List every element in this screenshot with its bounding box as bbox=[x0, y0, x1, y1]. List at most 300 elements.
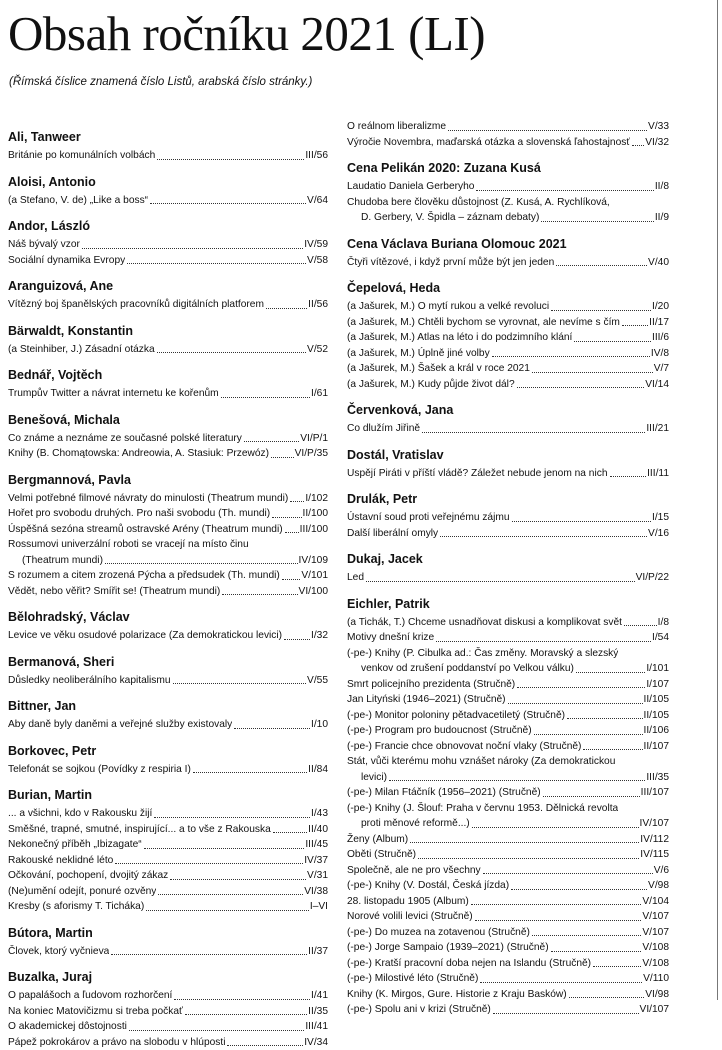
index-entry bbox=[8, 822, 328, 838]
index-entry bbox=[347, 785, 669, 801]
entry-title: Čtyři vítězové, i když první může být jen jeden bbox=[347, 255, 554, 271]
entry-reference: II/37 bbox=[308, 944, 328, 960]
entry-title: Ústavní soud proti veřejnému zájmu bbox=[347, 510, 510, 526]
entry-reference: I/10 bbox=[311, 717, 328, 733]
page-edge-rule bbox=[717, 0, 718, 1000]
entry-title: O reálnom liberalizme bbox=[347, 119, 446, 135]
dot-leader bbox=[475, 920, 642, 921]
entry-reference: IV/37 bbox=[304, 853, 328, 869]
entry-reference: II/9 bbox=[655, 210, 669, 226]
index-entry-continuation bbox=[347, 661, 669, 677]
dot-leader bbox=[512, 521, 651, 522]
entry-reference: III/100 bbox=[300, 522, 328, 538]
entry-reference: IV/109 bbox=[299, 553, 328, 569]
entry-reference: I–VI bbox=[310, 899, 328, 915]
entry-reference: IV/115 bbox=[640, 847, 669, 863]
entry-reference: VI/P/1 bbox=[300, 431, 328, 447]
entry-title: Náš bývalý vzor bbox=[8, 237, 80, 253]
author-block bbox=[8, 323, 328, 358]
entry-reference: I/15 bbox=[652, 510, 669, 526]
author-block bbox=[347, 160, 669, 226]
entry-reference: II/100 bbox=[303, 506, 329, 522]
dot-leader bbox=[144, 848, 305, 849]
dot-leader bbox=[366, 581, 635, 582]
entry-reference: V/52 bbox=[307, 342, 328, 358]
dot-leader bbox=[410, 842, 639, 843]
index-entry bbox=[347, 377, 669, 393]
entry-title: Človek, ktorý vyčnieva bbox=[8, 944, 109, 960]
entry-title: (a Jašurek, M.) Atlas na léto i do podzimního klání bbox=[347, 330, 572, 346]
author-name: Cena Václava Buriana Olomouc 2021 bbox=[347, 236, 669, 252]
entry-reference: IV/112 bbox=[640, 832, 669, 848]
author-block bbox=[8, 609, 328, 644]
entry-title: Chudoba bere člověku důstojnost (Z. Kusá, A. Rychlíková, bbox=[347, 195, 610, 211]
dot-leader bbox=[222, 594, 297, 595]
dot-leader bbox=[508, 703, 643, 704]
dot-leader bbox=[127, 263, 306, 264]
index-entry-continuation bbox=[347, 816, 669, 832]
entry-reference: VI/38 bbox=[304, 884, 328, 900]
entry-reference: II/17 bbox=[649, 315, 669, 331]
entry-title: Rakouské neklidné léto bbox=[8, 853, 113, 869]
author-block bbox=[8, 278, 328, 313]
entry-title: Laudatio Daniela Gerberyho bbox=[347, 179, 474, 195]
entry-title: Oběti (Stručně) bbox=[347, 847, 416, 863]
page-title: Obsah ročníku 2021 (LI) bbox=[8, 4, 485, 64]
dot-leader bbox=[476, 190, 653, 191]
index-entry bbox=[347, 971, 669, 987]
dot-leader bbox=[271, 457, 294, 458]
entry-reference: III/45 bbox=[305, 837, 328, 853]
index-entry bbox=[347, 195, 669, 211]
entry-title: Vítězný boj španělských pracovníků digitálních platforem bbox=[8, 297, 264, 313]
index-entry bbox=[347, 677, 669, 693]
entry-title: Co známe a neznáme ze současné polské literatury bbox=[8, 431, 242, 447]
entry-title: Trumpův Twitter a návrat internetu ke kořenům bbox=[8, 386, 219, 402]
index-entry bbox=[347, 832, 669, 848]
entry-title: (a Steinhiber, J.) Zásadní otázka bbox=[8, 342, 155, 358]
entry-title: Co dlužím Jiřině bbox=[347, 421, 420, 437]
index-entry bbox=[8, 868, 328, 884]
author-name: Ali, Tanweer bbox=[8, 129, 328, 145]
entry-reference: I/41 bbox=[311, 988, 328, 1004]
dot-leader bbox=[532, 935, 641, 936]
index-entry-continuation bbox=[347, 210, 669, 226]
index-entry bbox=[347, 692, 669, 708]
entry-title: (a Jašurek, M.) Úplně jiné volby bbox=[347, 346, 490, 362]
entry-reference: II/84 bbox=[308, 762, 328, 778]
author-name: Dukaj, Jacek bbox=[347, 551, 669, 567]
author-name: Dostál, Vratislav bbox=[347, 447, 669, 463]
index-entry bbox=[347, 255, 669, 271]
dot-leader bbox=[440, 536, 647, 537]
entry-reference: V/55 bbox=[307, 673, 328, 689]
dot-leader bbox=[492, 356, 650, 357]
dot-leader bbox=[567, 718, 643, 719]
index-entry bbox=[347, 361, 669, 377]
dot-leader bbox=[448, 130, 647, 131]
entry-reference: VI/100 bbox=[299, 584, 328, 600]
entry-title: Sociální dynamika Evropy bbox=[8, 253, 125, 269]
index-entry bbox=[8, 944, 328, 960]
dot-leader bbox=[418, 858, 639, 859]
author-block bbox=[8, 787, 328, 915]
index-entry bbox=[347, 801, 669, 817]
dot-leader bbox=[532, 372, 653, 373]
entry-reference: V/101 bbox=[301, 568, 328, 584]
author-name: Bermanová, Sheri bbox=[8, 654, 328, 670]
dot-leader bbox=[624, 625, 657, 626]
entry-title: Knihy (B. Chomątowska: Andreowia, A. Stasiuk: Przewóz) bbox=[8, 446, 269, 462]
author-block bbox=[347, 119, 669, 150]
index-entry bbox=[347, 708, 669, 724]
entry-reference: I/61 bbox=[311, 386, 328, 402]
entry-title-continued: proti měnové reformě...) bbox=[347, 816, 470, 832]
entry-title: Uspějí Piráti v příští vládě? Záležet nebude jenom na nich bbox=[347, 466, 608, 482]
entry-reference: III/107 bbox=[641, 785, 669, 801]
dot-leader bbox=[543, 796, 640, 797]
dot-leader bbox=[389, 780, 645, 781]
index-entry bbox=[347, 847, 669, 863]
dot-leader bbox=[493, 1013, 639, 1014]
author-block bbox=[8, 472, 328, 600]
entry-title: (-pe-) Knihy (J. Šlouf: Praha v červnu 1953. Dělnická revolta bbox=[347, 801, 618, 817]
index-entry bbox=[347, 863, 669, 879]
index-entry bbox=[347, 754, 669, 770]
index-entry bbox=[8, 537, 328, 553]
entry-title: O akademickej dôstojnosti bbox=[8, 1019, 127, 1035]
entry-title-continued: D. Gerbery, V. Špidla – záznam debaty) bbox=[347, 210, 539, 226]
dot-leader bbox=[285, 532, 299, 533]
entry-reference: I/32 bbox=[311, 628, 328, 644]
dot-leader bbox=[157, 352, 306, 353]
index-entry bbox=[347, 330, 669, 346]
index-entry bbox=[347, 909, 669, 925]
entry-title: Hořet pro svobodu druhých. Pro naši svobodu (Th. mundi) bbox=[8, 506, 270, 522]
index-entry bbox=[347, 526, 669, 542]
entry-title: (a Stefano, V. de) „Like a boss“ bbox=[8, 193, 148, 209]
dot-leader bbox=[129, 1030, 304, 1031]
author-name: Bärwaldt, Konstantin bbox=[8, 323, 328, 339]
author-name: Aranguizová, Ane bbox=[8, 278, 328, 294]
entry-title: (a Jašurek, M.) O mytí rukou a velké revoluci bbox=[347, 299, 549, 315]
index-entry bbox=[8, 568, 328, 584]
index-entry bbox=[347, 646, 669, 662]
index-entry bbox=[347, 466, 669, 482]
index-entry bbox=[347, 346, 669, 362]
author-name: Burian, Martin bbox=[8, 787, 328, 803]
entry-title: Levice ve věku osudové polarizace (Za demokratickou levici) bbox=[8, 628, 282, 644]
index-entry bbox=[347, 570, 669, 586]
entry-reference: IV/34 bbox=[304, 1035, 328, 1050]
entry-title-continued: levici) bbox=[347, 770, 387, 786]
entry-reference: V/107 bbox=[642, 925, 669, 941]
entry-title: Očkování, pochopení, dvojitý zákaz bbox=[8, 868, 168, 884]
author-block bbox=[347, 491, 669, 541]
entry-reference: I/20 bbox=[652, 299, 669, 315]
index-entry bbox=[8, 628, 328, 644]
index-entry bbox=[8, 899, 328, 915]
entry-title: Smrt policejního prezidenta (Stručně) bbox=[347, 677, 515, 693]
author-block bbox=[8, 129, 328, 164]
dot-leader bbox=[272, 517, 301, 518]
dot-leader bbox=[472, 827, 639, 828]
entry-reference: IV/59 bbox=[304, 237, 328, 253]
entry-title: (a Tichák, T.) Chceme usnadňovat diskusi a komplikovat svět bbox=[347, 615, 622, 631]
entry-reference: I/8 bbox=[658, 615, 669, 631]
entry-title: Nekonečný příběh „Ibizagate“ bbox=[8, 837, 142, 853]
index-entry bbox=[8, 253, 328, 269]
dot-leader bbox=[541, 221, 653, 222]
entry-title: Aby daně byly daněmi a veřejné služby existovaly bbox=[8, 717, 232, 733]
index-entry bbox=[347, 878, 669, 894]
index-entry bbox=[347, 925, 669, 941]
index-entry bbox=[347, 1002, 669, 1018]
index-entry bbox=[347, 119, 669, 135]
dot-leader bbox=[158, 894, 303, 895]
dot-leader bbox=[610, 476, 647, 477]
dot-leader bbox=[193, 772, 307, 773]
entry-title: Jan Lityński (1946–2021) (Stručně) bbox=[347, 692, 506, 708]
entry-title: (-pe-) Monitor poloniny pětadvacetiletý (Stručně) bbox=[347, 708, 565, 724]
entry-title: Knihy (K. Mirgos, Gure. Historie z Kraju Basków) bbox=[347, 987, 567, 1003]
dot-leader bbox=[436, 641, 651, 642]
entry-title: Motivy dnešní krize bbox=[347, 630, 434, 646]
entry-reference: II/40 bbox=[308, 822, 328, 838]
dot-leader bbox=[115, 863, 303, 864]
entry-reference: III/21 bbox=[646, 421, 669, 437]
entry-reference: V/108 bbox=[642, 940, 669, 956]
entry-reference: V/16 bbox=[648, 526, 669, 542]
entry-reference: III/41 bbox=[305, 1019, 328, 1035]
index-entry-continuation bbox=[347, 770, 669, 786]
index-entry bbox=[8, 446, 328, 462]
entry-reference: II/8 bbox=[655, 179, 669, 195]
entry-title: Velmi potřebné filmové návraty do minulosti (Theatrum mundi) bbox=[8, 491, 288, 507]
index-entry bbox=[347, 179, 669, 195]
author-name: Buzalka, Juraj bbox=[8, 969, 328, 985]
entry-reference: I/54 bbox=[652, 630, 669, 646]
author-name: Andor, László bbox=[8, 218, 328, 234]
index-entry bbox=[8, 237, 328, 253]
entry-reference: II/106 bbox=[644, 723, 670, 739]
entry-title: (a Jašurek, M.) Kudy půjde život dál? bbox=[347, 377, 515, 393]
author-name: Eichler, Patrik bbox=[347, 596, 669, 612]
entry-title: (-pe-) Do muzea na zotavenou (Stručně) bbox=[347, 925, 530, 941]
entry-title: (-pe-) Program pro budoucnost (Stručně) bbox=[347, 723, 532, 739]
author-block bbox=[347, 236, 669, 271]
dot-leader bbox=[221, 397, 310, 398]
dot-leader bbox=[157, 159, 304, 160]
dot-leader bbox=[185, 1014, 307, 1015]
entry-reference: III/35 bbox=[646, 770, 669, 786]
dot-leader bbox=[583, 749, 642, 750]
index-entry bbox=[347, 739, 669, 755]
entry-reference: V/98 bbox=[648, 878, 669, 894]
entry-reference: III/6 bbox=[652, 330, 669, 346]
index-entry bbox=[347, 723, 669, 739]
entry-title: (-pe-) Knihy (V. Dostál, Česká jízda) bbox=[347, 878, 509, 894]
dot-leader bbox=[82, 248, 303, 249]
index-entry bbox=[8, 491, 328, 507]
index-entry bbox=[347, 510, 669, 526]
entry-title: 28. listopadu 1905 (Album) bbox=[347, 894, 469, 910]
entry-title: ... a všichni, kdo v Rakousku žijí bbox=[8, 806, 152, 822]
entry-title: Společně, ale ne pro všechny bbox=[347, 863, 481, 879]
author-name: Bělohradský, Václav bbox=[8, 609, 328, 625]
index-entry bbox=[8, 386, 328, 402]
entry-title: (-pe-) Jorge Sampaio (1939–2021) (Stručně) bbox=[347, 940, 549, 956]
index-entry bbox=[8, 1004, 328, 1020]
author-name: Bútora, Martin bbox=[8, 925, 328, 941]
entry-title: O papalášoch a ľudovom rozhorčení bbox=[8, 988, 172, 1004]
dot-leader bbox=[576, 672, 645, 673]
author-name: Červenková, Jana bbox=[347, 402, 669, 418]
entry-title: Stát, vůči kterému mohu vznášet nároky (Za demokratickou bbox=[347, 754, 615, 770]
author-block bbox=[347, 402, 669, 437]
entry-title: (-pe-) Francie chce obnovovat noční vlaky (Stručně) bbox=[347, 739, 581, 755]
dot-leader bbox=[146, 910, 309, 911]
entry-reference: I/101 bbox=[646, 661, 669, 677]
entry-title: (a Jašurek, M.) Chtěli bychom se vyrovnat, ale nevíme s čím bbox=[347, 315, 620, 331]
dot-leader bbox=[173, 683, 307, 684]
entry-title: Rossumovi univerzální roboti se vracejí na místo činu bbox=[8, 537, 249, 553]
dot-leader bbox=[111, 954, 307, 955]
index-entry bbox=[8, 1019, 328, 1035]
entry-title-continued: (Theatrum mundi) bbox=[8, 553, 103, 569]
entry-reference: II/56 bbox=[308, 297, 328, 313]
index-entry bbox=[347, 894, 669, 910]
dot-leader bbox=[170, 879, 306, 880]
entry-title: Led bbox=[347, 570, 364, 586]
entry-reference: V/7 bbox=[654, 361, 669, 377]
left-column bbox=[8, 119, 328, 1050]
entry-reference: II/105 bbox=[644, 708, 670, 724]
entry-title: Důsledky neoliberálního kapitalismu bbox=[8, 673, 171, 689]
index-entry bbox=[8, 806, 328, 822]
index-entry bbox=[8, 837, 328, 853]
dot-leader bbox=[174, 999, 310, 1000]
entry-title: (-pe-) Milan Ftáčník (1956–2021) (Stručně) bbox=[347, 785, 541, 801]
entry-reference: IV/8 bbox=[651, 346, 669, 362]
index-entry bbox=[347, 615, 669, 631]
entry-title: Británie po komunálních volbách bbox=[8, 148, 155, 164]
entry-reference: V/6 bbox=[654, 863, 669, 879]
entry-title: Telefonát se sojkou (Povídky z respiria I) bbox=[8, 762, 191, 778]
entry-reference: II/105 bbox=[644, 692, 670, 708]
author-block bbox=[347, 596, 669, 1018]
author-block bbox=[8, 698, 328, 733]
dot-leader bbox=[534, 734, 643, 735]
author-name: Bednář, Vojtěch bbox=[8, 367, 328, 383]
dot-leader bbox=[284, 639, 310, 640]
author-block bbox=[8, 412, 328, 462]
author-name: Bergmannová, Pavla bbox=[8, 472, 328, 488]
dot-leader bbox=[517, 387, 645, 388]
index-entry-continuation bbox=[8, 553, 328, 569]
index-entry bbox=[347, 299, 669, 315]
author-block bbox=[8, 654, 328, 689]
dot-leader bbox=[290, 501, 304, 502]
author-block bbox=[8, 925, 328, 960]
dot-leader bbox=[480, 982, 642, 983]
entry-reference: I/107 bbox=[646, 677, 669, 693]
author-name: Aloisi, Antonio bbox=[8, 174, 328, 190]
dot-leader bbox=[483, 873, 653, 874]
entry-reference: V/64 bbox=[307, 193, 328, 209]
entry-title: Ženy (Album) bbox=[347, 832, 408, 848]
dot-leader bbox=[266, 308, 307, 309]
entry-title: Směšné, trapné, smutné, inspirující... a to vše z Rakouska bbox=[8, 822, 271, 838]
index-entry bbox=[8, 506, 328, 522]
index-entry bbox=[8, 988, 328, 1004]
dot-leader bbox=[234, 728, 310, 729]
entry-title: Úspěšná sezóna streamů ostravské Arény (Theatrum mundi) bbox=[8, 522, 283, 538]
dot-leader bbox=[422, 432, 645, 433]
author-block bbox=[8, 743, 328, 778]
author-name: Borkovec, Petr bbox=[8, 743, 328, 759]
author-name: Benešová, Michala bbox=[8, 412, 328, 428]
dot-leader bbox=[632, 145, 644, 146]
dot-leader bbox=[511, 889, 647, 890]
entry-reference: I/43 bbox=[311, 806, 328, 822]
entry-reference: II/107 bbox=[644, 739, 670, 755]
entry-reference: VI/107 bbox=[640, 1002, 669, 1018]
right-column bbox=[347, 119, 669, 1018]
author-name: Bittner, Jan bbox=[8, 698, 328, 714]
index-note: (Římská číslice znamená číslo Listů, arabská číslo stránky.) bbox=[9, 76, 312, 88]
entry-reference: V/108 bbox=[642, 956, 669, 972]
index-entry bbox=[347, 630, 669, 646]
dot-leader bbox=[282, 579, 301, 580]
index-entry bbox=[347, 956, 669, 972]
entry-title: (-pe-) Spolu ani v krizi (Stručně) bbox=[347, 1002, 491, 1018]
index-entry bbox=[8, 522, 328, 538]
entry-reference: IV/107 bbox=[640, 816, 669, 832]
index-entry bbox=[8, 1035, 328, 1050]
entry-reference: VI/P/35 bbox=[295, 446, 328, 462]
author-name: Cena Pelikán 2020: Zuzana Kusá bbox=[347, 160, 669, 176]
dot-leader bbox=[569, 997, 645, 998]
author-block bbox=[8, 218, 328, 268]
entry-title: Vědět, nebo věřit? Smířit se! (Theatrum mundi) bbox=[8, 584, 220, 600]
entry-reference: V/107 bbox=[642, 909, 669, 925]
index-entry bbox=[8, 193, 328, 209]
index-entry bbox=[8, 342, 328, 358]
author-block bbox=[8, 367, 328, 402]
dot-leader bbox=[244, 441, 299, 442]
entry-title: Pápež pokrokárov a právo na slobodu v hlúposti bbox=[8, 1035, 225, 1050]
dot-leader bbox=[154, 817, 310, 818]
entry-reference: VI/P/22 bbox=[636, 570, 669, 586]
author-name: Čepelová, Heda bbox=[347, 280, 669, 296]
entry-title: Norové volili levici (Stručně) bbox=[347, 909, 473, 925]
index-entry bbox=[8, 884, 328, 900]
author-block bbox=[347, 551, 669, 586]
index-entry bbox=[8, 584, 328, 600]
entry-reference: II/35 bbox=[308, 1004, 328, 1020]
entry-title: (a Jašurek, M.) Šašek a král v roce 2021 bbox=[347, 361, 530, 377]
entry-reference: I/102 bbox=[305, 491, 328, 507]
author-block bbox=[347, 280, 669, 392]
entry-reference: VI/32 bbox=[645, 135, 669, 151]
dot-leader bbox=[273, 832, 307, 833]
entry-title: Na koniec Matovičizmu si treba počkať bbox=[8, 1004, 183, 1020]
index-entry bbox=[347, 940, 669, 956]
entry-title: Výročie Novembra, maďarská otázka a slovenská ľahostajnosť bbox=[347, 135, 630, 151]
entry-reference: V/40 bbox=[648, 255, 669, 271]
dot-leader bbox=[517, 687, 645, 688]
